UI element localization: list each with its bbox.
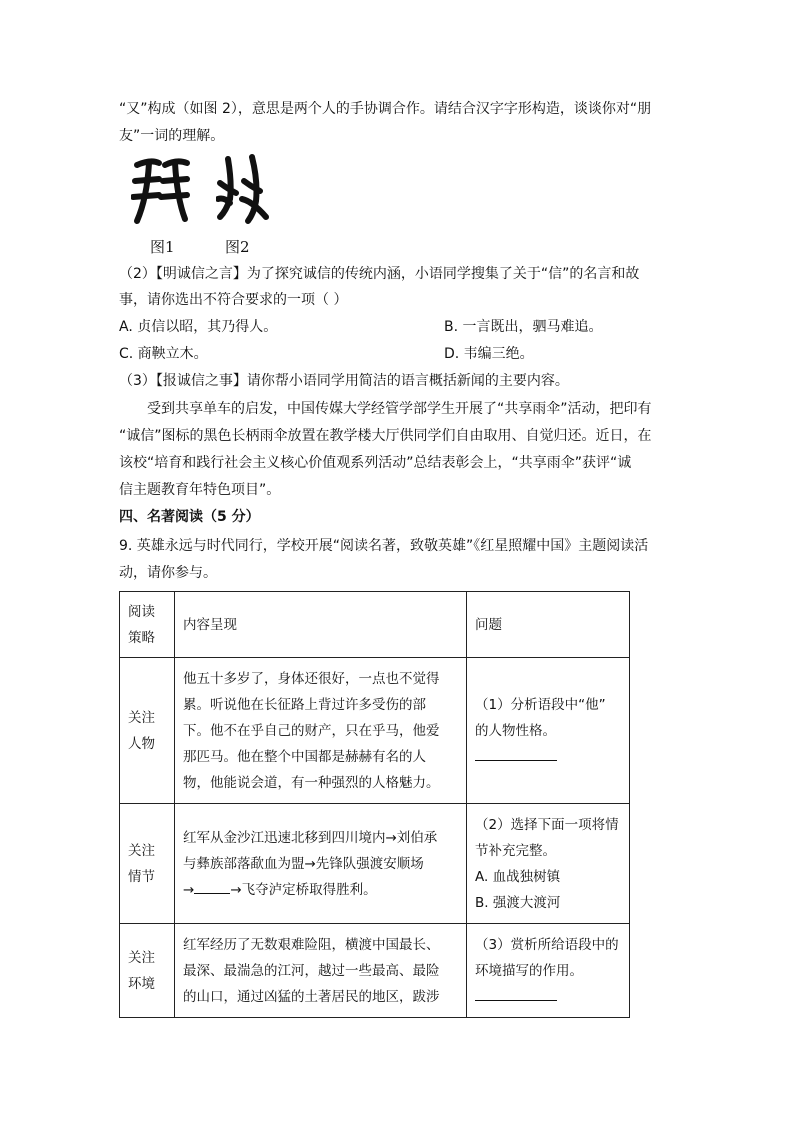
table-header-row <box>120 592 630 658</box>
row3-content-line: 最深、最湍急的江河，越过一些最高、最险 <box>183 962 440 979</box>
row2-plot-blank[interactable] <box>194 881 230 894</box>
q2-option-b: B. 一言既出，驷马难追。 <box>444 319 603 335</box>
row2-question-line-1: （2）选择下面一项将情 <box>475 816 619 833</box>
figure-2-caption: 图2 <box>225 238 250 256</box>
row2-question-cell <box>467 804 630 924</box>
row1-content-line: 物，他能说会道，有一种强烈的人格魅力。 <box>183 774 440 791</box>
row2-strategy-cell <box>120 804 175 924</box>
row3-question-line-2: 环境描写的作用。 <box>475 962 583 979</box>
section-4-heading: 四、名著阅读（5 分） <box>119 509 260 525</box>
row2-content-line-3-end: →飞夺泸定桥取得胜利。 <box>230 881 377 898</box>
row2-strategy-line-1: 关注 <box>128 842 155 859</box>
q2-line-1: （2）【明诚信之言】为了探究诚信的传统内涵，小语同学搜集了关于“信”的名言和故 <box>119 266 640 282</box>
row1-content-line: 下。他不在乎自己的财产，只在乎马，他爱 <box>183 722 440 739</box>
q3-line-1: （3）【报诚信之事】请你帮小语同学用简洁的语言概括新闻的主要内容。 <box>119 373 569 389</box>
row2-question-line-2: 节补充完整。 <box>475 842 556 859</box>
q3-news-line-3: 该校“培育和践行社会主义核心价值观系列活动”总结表彰会上，“共享雨伞”获评“诚 <box>119 455 632 471</box>
row1-answer-blank[interactable] <box>475 748 557 761</box>
row1-question-line-1: （1）分析语段中“他” <box>475 696 606 713</box>
q3-news-line-4: 信主题教育年特色项目”。 <box>119 482 281 498</box>
q9-line-2: 动，请你参与。 <box>119 565 217 581</box>
row2-option-a: A. 血战独树镇 <box>475 868 561 885</box>
row2-content-line-1: 红军从金沙江迅速北移到四川境内→刘伯承 <box>183 829 438 846</box>
row3-strategy-cell <box>120 924 175 1018</box>
header-question-cell: 问题 <box>467 592 630 658</box>
row3-content-line: 红军经历了无数艰难险阻，横渡中国最长、 <box>183 936 440 953</box>
row1-strategy-line-2: 人物 <box>128 735 155 752</box>
q3-news-line-2: “诚信”图标的黑色长柄雨伞放置在教学楼大厅供同学们自由取用、自觉归还。近日，在 <box>119 428 652 444</box>
row3-question-line-1: （3）赏析所给语段中的 <box>475 936 619 953</box>
row1-content-line: 他五十多岁了，身体还很好，一点也不觉得 <box>183 670 440 687</box>
q2-option-d: D. 韦编三绝。 <box>444 346 534 362</box>
figure-2-glyph-image <box>216 153 271 228</box>
table-row-environment <box>120 924 630 1018</box>
row3-strategy-line-1: 关注 <box>128 949 155 966</box>
header-content-cell: 内容呈现 <box>175 592 467 658</box>
row1-content-line: 那匹马。他在整个中国都是赫赫有名的人 <box>183 748 426 765</box>
intro-line-2: 友”一词的理解。 <box>119 128 225 144</box>
figure-1-caption: 图1 <box>150 238 175 256</box>
row1-content-line: 累。听说他在长征路上背过许多受伤的部 <box>183 696 426 713</box>
q2-option-c: C. 商鞅立木。 <box>119 346 208 362</box>
reading-task-table <box>119 591 630 1018</box>
q2-option-a: A. 贞信以昭，其乃得人。 <box>119 319 278 335</box>
row3-strategy-line-2: 环境 <box>128 975 155 992</box>
table-row-character <box>120 658 630 804</box>
header-strategy-line-1: 阅读 <box>128 603 155 620</box>
row1-content-cell <box>175 658 467 804</box>
row3-content-line: 的山口，通过凶猛的土著居民的地区，跋涉 <box>183 988 440 1005</box>
row1-strategy-line-1: 关注 <box>128 709 155 726</box>
row1-strategy-cell <box>120 658 175 804</box>
header-strategy-cell <box>120 592 175 658</box>
q9-line-1: 9. 英雄永远与时代同行，学校开展“阅读名著，致敬英雄”《红星照耀中国》主题阅读活 <box>119 538 649 554</box>
row2-arrow-before-blank: → <box>183 881 195 898</box>
row2-content-cell <box>175 804 467 924</box>
row1-question-cell <box>467 658 630 804</box>
row3-question-cell <box>467 924 630 1018</box>
row3-content-cell <box>175 924 467 1018</box>
row2-content-line-2: 与彝族部落歃血为盟→先锋队强渡安顺场 <box>183 855 424 872</box>
row3-answer-blank[interactable] <box>475 988 557 1001</box>
figure-1-glyph-image <box>131 153 191 228</box>
q2-line-2: 事，请你选出不符合要求的一项（ ） <box>119 292 348 308</box>
row2-option-b: B. 强渡大渡河 <box>475 894 561 911</box>
table-row-plot <box>120 804 630 924</box>
header-strategy-line-2: 策略 <box>128 629 155 646</box>
row2-strategy-line-2: 情节 <box>128 868 155 885</box>
intro-line-1: “又”构成（如图 2），意思是两个人的手协调合作。请结合汉字字形构造，谈谈你对“朋 <box>119 101 652 117</box>
row1-question-line-2: 的人物性格。 <box>475 722 556 739</box>
q3-news-line-1: 受到共享单车的启发，中国传媒大学经管学部学生开展了“共享雨伞”活动，把印有 <box>147 401 652 417</box>
